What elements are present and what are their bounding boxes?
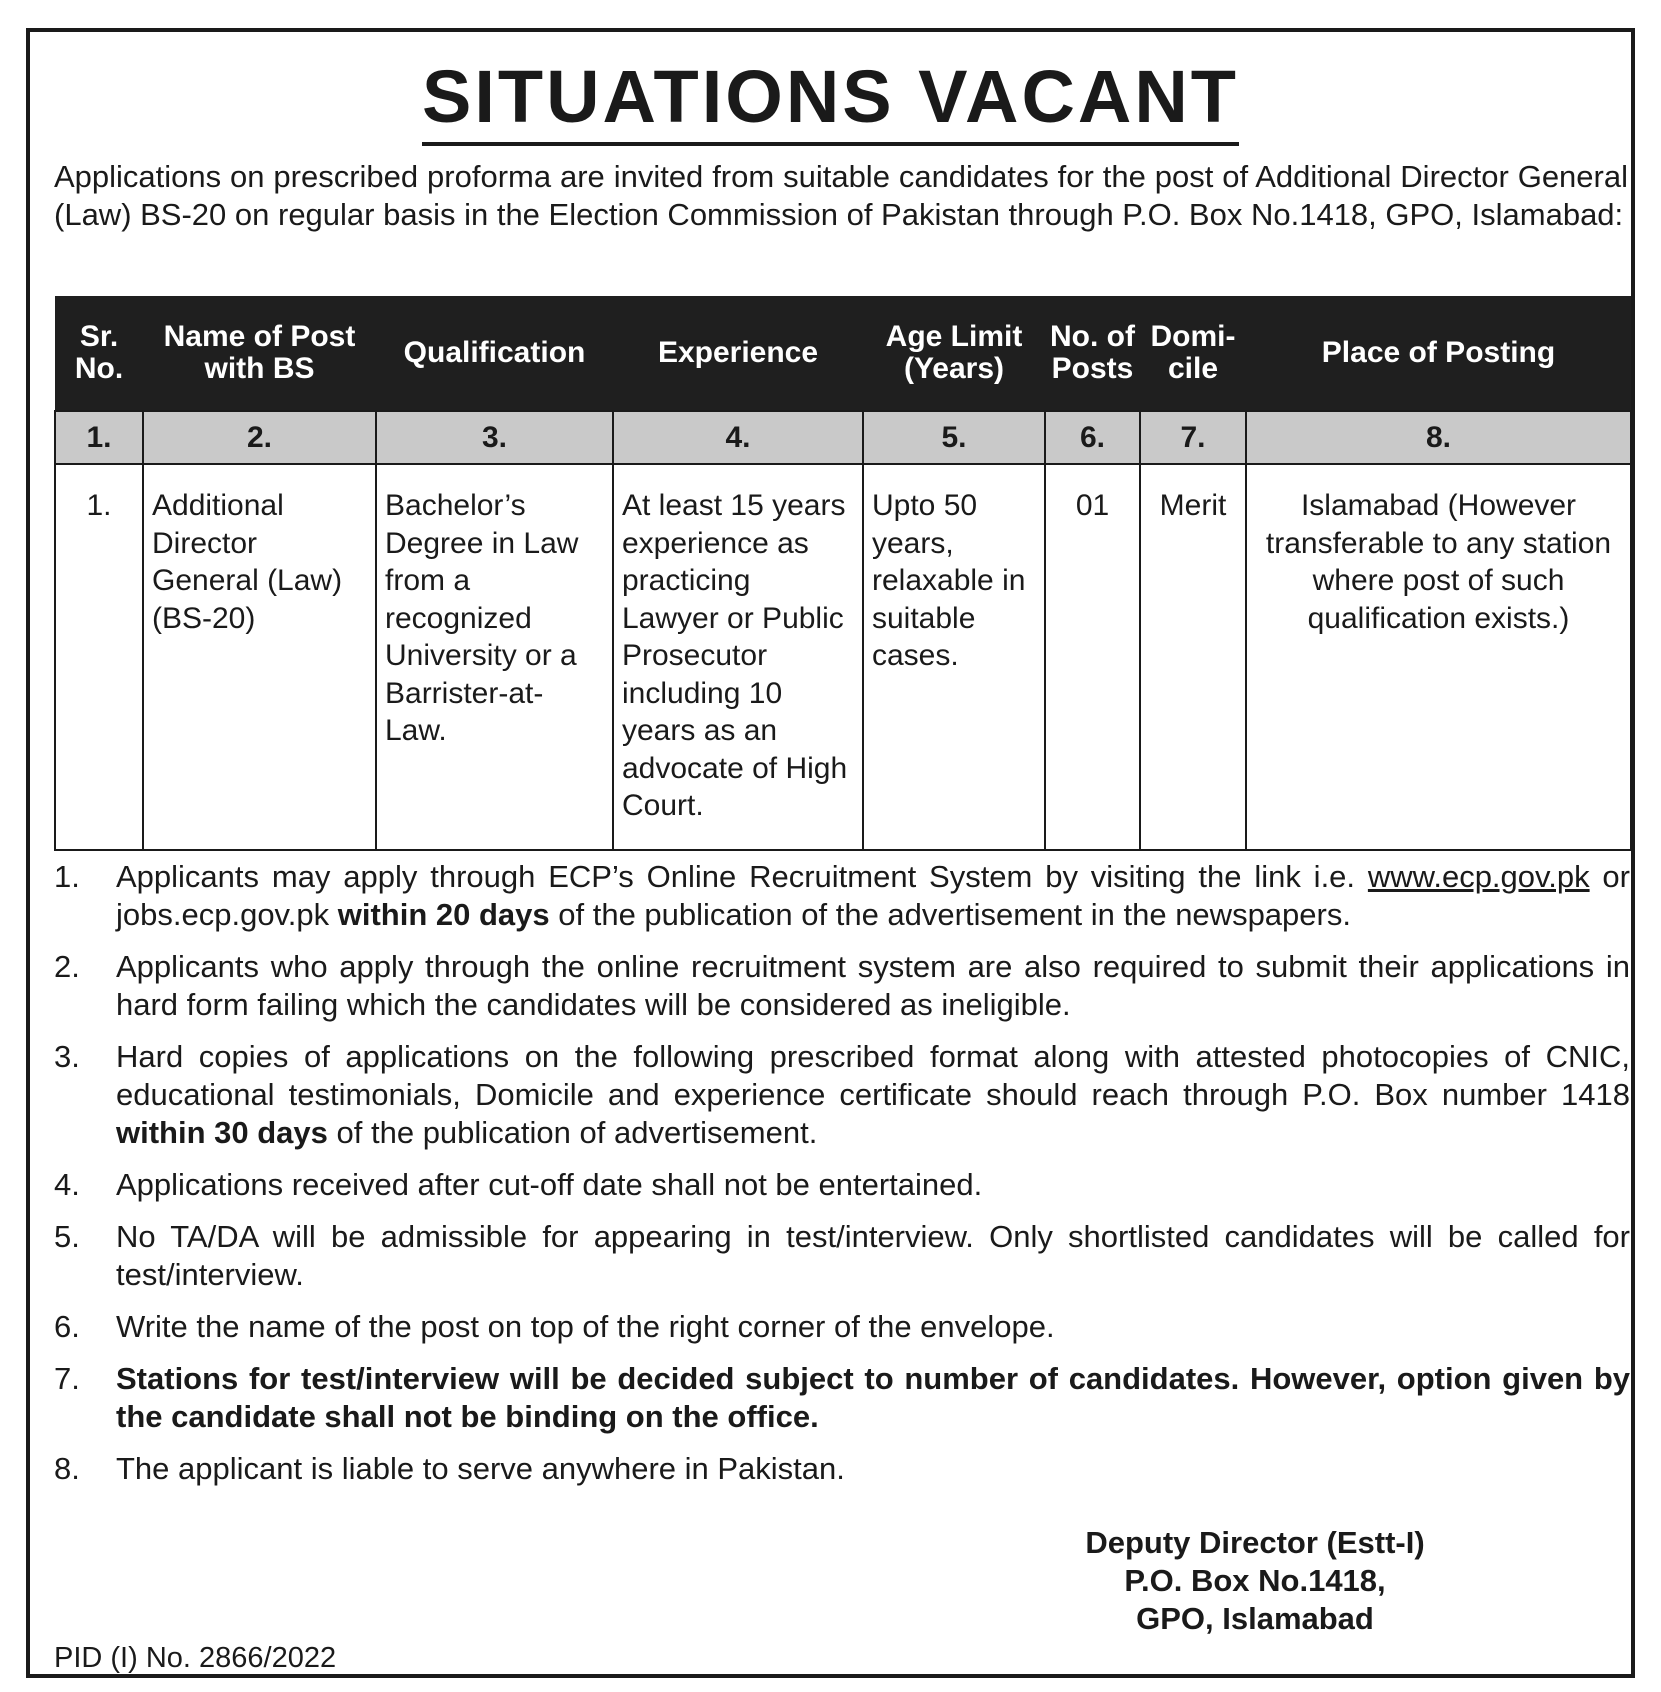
instruction-item [54,1450,1630,1488]
column-number: 4. [613,411,863,464]
column-number-row [55,411,1631,464]
intro-paragraph: Applications on prescribed proforma are invited from suitable candidates for the post of Additional Director General (Law) BS-20 on regular basis in the Election Commission of Pakistan through P.O. Box No.1418, GPO, Islamabad: [54,159,1628,232]
instruction-number: 6. [54,1309,80,1344]
cell-no-of-posts: 01 [1045,464,1140,850]
column-number: 7. [1140,411,1246,464]
cell-experience: At least 15 years experience as practicing Lawyer or Public Prosecutor including 10 years as an advocate of High Court. [613,464,863,850]
instruction-item [54,1308,1630,1346]
column-number: 2. [143,411,376,464]
instruction-item [54,1218,1630,1294]
instruction-number: 1. [54,859,80,894]
instruction-number: 3. [54,1039,80,1074]
instruction-number: 4. [54,1167,80,1202]
header-domicile: Domi- cile [1140,296,1246,411]
instruction-item [54,1360,1630,1436]
cell-sr-no: 1. [55,464,143,850]
cell-qualification: Bachelor’s Degree in Law from a recognized University or a Barrister-at-Law. [376,464,613,850]
instruction-number: 7. [54,1361,80,1396]
column-number: 1. [55,411,143,464]
instruction-text: Applicants who apply through the online recruitment system are also required to submit their applications in hard form failing which the candidates will be considered as ineligible. [116,949,1630,1022]
column-number: 3. [376,411,613,464]
signatory-address-line: P.O. Box No.1418, [1124,1563,1386,1598]
header-sr-no: Sr. No. [55,296,143,411]
instruction-item [54,858,1630,934]
instruction-text: Applications received after cut-off date shall not be entertained. [116,1167,983,1202]
instructions-list [54,858,1630,1502]
instruction-text: Applicants may apply through ECP’s Online Recruitment System by visiting the link i.e. www.ecp.gov.pk or jobs.ecp.gov.pk within 20 days of the publication of the advertisement in the newspapers. [116,859,1630,932]
cell-place-of-posting: Islamabad (However transferable to any station where post of such qualification exists.) [1246,464,1631,850]
header-age-limit: Age Limit (Years) [863,296,1045,411]
instruction-text: Stations for test/interview will be decided subject to number of candidates. However, option given by the candidate shall not be binding on the office. [116,1361,1630,1434]
header-place-of-posting: Place of Posting [1246,296,1631,411]
column-number: 6. [1045,411,1140,464]
instruction-item [54,1166,1630,1204]
ecp-website-link[interactable]: www.ecp.gov.pk [1367,859,1590,894]
vacancy-table [54,296,1632,851]
page-title: SITUATIONS VACANT [0,60,1661,134]
signature-block [1030,1524,1480,1638]
instruction-text: The applicant is liable to serve anywhere in Pakistan. [116,1451,845,1486]
header-experience: Experience [613,296,863,411]
signatory-address-line: GPO, Islamabad [1136,1601,1374,1636]
instruction-number: 5. [54,1219,80,1254]
signatory-designation: Deputy Director (Estt-I) [1085,1525,1425,1560]
instruction-text: No TA/DA will be admissible for appearing in test/interview. Only shortlisted candidates will be called for test/interview. [116,1219,1630,1292]
table-row [55,464,1631,850]
cell-domicile: Merit [1140,464,1246,850]
instruction-text: Write the name of the post on top of the right corner of the envelope. [116,1309,1055,1344]
header-no-of-posts: No. of Posts [1045,296,1140,411]
instruction-text: Hard copies of applications on the following prescribed format along with attested photocopies of CNIC, educational testimonials, Domicile and experience certificate should reach through P.O. Box number 1418 within 30 days of the publication of advertisement. [116,1039,1630,1150]
header-post-name: Name of Post with BS [143,296,376,411]
cell-post-name: Additional Director General (Law) (BS-20) [143,464,376,850]
pid-number: PID (I) No. 2866/2022 [54,1642,337,1674]
header-qualification: Qualification [376,296,613,411]
instruction-item [54,948,1630,1024]
column-number: 5. [863,411,1045,464]
cell-age-limit: Upto 50 years, relaxable in suitable cases. [863,464,1045,850]
instruction-number: 8. [54,1451,80,1486]
instruction-number: 2. [54,949,80,984]
instruction-item [54,1038,1630,1152]
column-number: 8. [1246,411,1631,464]
table-header-row [55,296,1631,411]
